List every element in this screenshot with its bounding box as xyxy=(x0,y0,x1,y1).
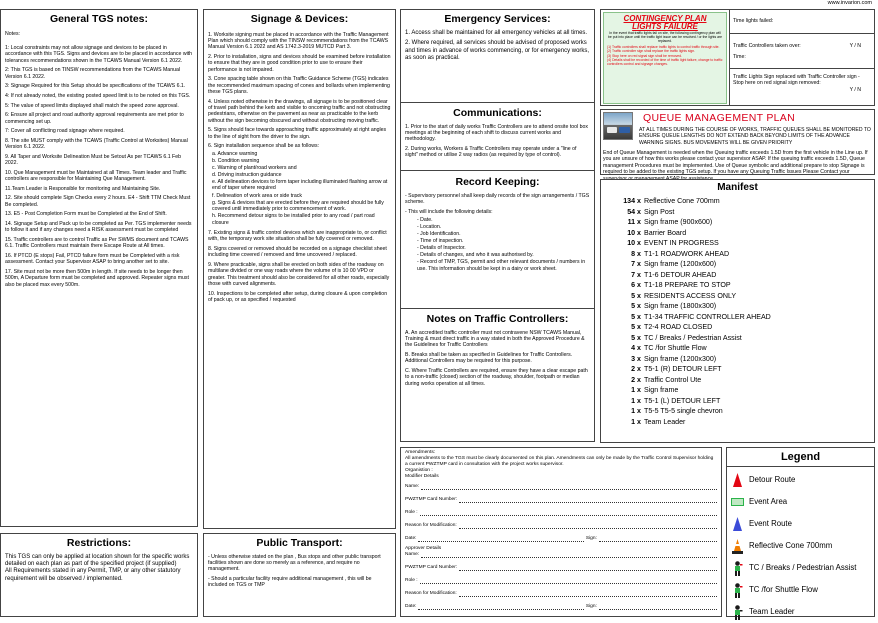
manifest-qty: 11 x xyxy=(627,218,641,226)
manifest-qty: 3 x xyxy=(631,354,641,363)
sequence-step: g. Signs & devices that are erected before they are required should be fully covered until immediately prior to commencement of work. xyxy=(212,199,384,213)
traffic-controller-icon xyxy=(731,561,744,576)
installation-sequence xyxy=(208,151,391,226)
general-note-item: 14. Signage Setup and Pack up to be completed as Per. TGS implementer needs to follow it and if any changes need a RISK assessment must be completed xyxy=(5,221,192,234)
general-note-item: 7: Cover all conflicting road signage where required. xyxy=(5,128,125,135)
record-detail: - Time of inspection. xyxy=(417,238,464,245)
manifest-row xyxy=(611,239,870,250)
general-note-item: 13. E5 - Post Completion Form must be Completed at the End of Shift. xyxy=(5,211,167,218)
general-note-item: 15. Traffic controllers are to control Traffic as Per SWMS document and TCAWS 6.1. Traffic Controllers must maintain there Escape Route at All times. xyxy=(5,237,189,250)
manifest-qty: 5 x xyxy=(631,312,641,321)
emergency-item: 2. Where required, all services should be advised of proposed works and times in advance of works commencing, or for emergency works, as soon as practical. xyxy=(405,40,590,61)
legend-row xyxy=(727,579,874,601)
restrictions-panel xyxy=(0,533,198,617)
manifest-item-name: TC /for Shuttle Flow xyxy=(644,344,707,352)
legend-row xyxy=(727,513,874,535)
restrictions-title: Restrictions: xyxy=(66,537,132,549)
manifest-item-name: T2-4 ROAD CLOSED xyxy=(644,323,713,331)
tc-taken-row xyxy=(729,34,874,69)
manifest-item-name: Sign frame (1800x300) xyxy=(644,302,717,310)
record-detail: - Location. xyxy=(417,223,442,230)
manifest-item-name: Team Leader xyxy=(644,417,686,426)
organisation-label: Organistion : xyxy=(405,467,433,473)
general-note-item: 11.Team Leader is Responsible for monitoring and Maintaining Site. xyxy=(5,185,161,192)
manifest-qty: 1 x xyxy=(631,396,641,405)
signage-item: 3. Cone spacing table shown on this Traffic Guidance Scheme (TGS) indicates the recommended maximum spacing of cones and bollards when implementing these TGS plans. xyxy=(208,76,390,95)
manifest-row xyxy=(611,260,870,271)
sign-replaced-row xyxy=(729,69,874,106)
manifest-qty: 2 x xyxy=(631,365,641,373)
record-detail: - Job Identification. xyxy=(417,230,461,237)
general-note-item: 8. The site MUST comply with the TCAWS (Traffic Control at Worksites) Manual Version 6.1 2022. xyxy=(5,137,188,151)
traffic-controller-icon xyxy=(731,583,744,598)
contingency-step-item: (2) Traffic controller sign shall replace the traffic lights sign. xyxy=(607,49,696,54)
emergency-item: 1. Access shall be maintained for all emergency vehicles at all times. xyxy=(405,29,588,36)
manifest-row xyxy=(611,344,870,355)
legend-row xyxy=(727,491,874,513)
manifest-row xyxy=(611,418,870,429)
legend-row xyxy=(727,535,874,557)
record-keeping-title: Record Keeping: xyxy=(455,176,540,188)
signage-item: 10. Inspections to be completed after setup, during closure & upon completion of pack up, or as specified / requested xyxy=(208,290,388,303)
communications-title: Communications: xyxy=(453,107,542,119)
general-note-item: 6: Ensure all project and road authority approval requirements are met prior to commencing set up. xyxy=(5,112,184,125)
modifier-reason-field[interactable]: Reason for Modification: xyxy=(405,519,717,529)
queue-title: QUEUE MANAGEMENT PLAN xyxy=(643,112,795,124)
record-detail: - Details of changes, and who it was authorised by. xyxy=(417,252,534,259)
manifest-row xyxy=(611,218,870,229)
manifest-item-name: Sign frame (900x600) xyxy=(644,218,713,226)
signage-item: 9. Where practicable, signs shall be erected on both sides of the roadway on multilane divided or one way roads where the volume of is 10 00 VPD or greater. This treatment should also be considered for all other roads, especially those with curved alignments. xyxy=(208,261,390,287)
time-failed-row xyxy=(729,10,874,34)
general-note-item: 16. If PTCD (E stops) Fail, PTCD failure form must be Completed with a risk assessment. Contact your Supervisor ASAP to bring another set to site. xyxy=(5,252,180,266)
approver-date-field[interactable]: Date: Sign: xyxy=(405,600,717,610)
manifest-qty: 1 x xyxy=(631,417,641,426)
signage-item: 7. Existing signs & traffic control devices which are inappropriate to, or conflict with, the temporary work site situation shall be fully covered or removed. xyxy=(208,229,387,243)
sequence-step: h. Recommend detour signs to be installed prior to any road / part road closure xyxy=(212,213,375,226)
modifier-role-field[interactable]: Role : xyxy=(405,506,717,516)
sequence-step: f. Delineation of work area or side track xyxy=(212,192,302,199)
manifest-item-name: T1-1 ROADWORK AHEAD xyxy=(644,249,730,258)
manifest-qty: 5 x xyxy=(631,302,641,310)
approver-role-field[interactable]: Role : xyxy=(405,574,717,584)
manifest-qty: 6 x xyxy=(631,281,641,289)
manifest-qty: 10 x xyxy=(627,228,641,237)
legend-row xyxy=(727,601,874,623)
signage-title: Signage & Devices: xyxy=(250,13,349,25)
legend-label: Detour Route xyxy=(749,475,796,485)
modifier-date-field[interactable]: Date: Sign: xyxy=(405,532,717,542)
yes-no-1[interactable]: Y / N xyxy=(849,43,861,49)
general-note-item: 12. Site should complete Sign Checks every 2 hours. E4 - Shift TTM Check Must Be completed. xyxy=(5,195,191,208)
queue-banner: AT ALL TIMES DURING THE COURSE OF WORKS, TRAFFIC QUEUES SHALL BE MONITORED TO ENSURE QUEUE LENGTHS DO NOT EXTEND BACK BEYOND LIMITS OF THE ADVANCE WARNING SIGNS. BUS MOVEMENTS WILL BE GIVEN PRIORITY xyxy=(639,126,871,147)
manifest-qty: 5 x xyxy=(631,333,641,342)
amendments-intro: All amendments to the TGS must be clearly documented on this plan. Amendments can only be made by the Traffic Control Supervisor holding a current PWZTMP card in consultation with the project works supervisor. xyxy=(405,455,714,467)
center-panel xyxy=(400,9,595,442)
public-transport-title: Public Transport: xyxy=(256,537,343,549)
record-item-1: - Supervisory personnel shall keep daily records of the sign arrangements / TGS scheme. xyxy=(405,192,590,205)
time-failed-label: Time lights failed: xyxy=(733,18,774,24)
legend-label: Team Leader xyxy=(749,607,795,617)
manifest-row xyxy=(611,281,870,292)
general-note-item: 9. All Taper and Worksite Delineation Must be Setout As per TCAWS 6.1 Feb 2022. xyxy=(5,153,181,167)
contingency-intro: In the event that traffic lights fail on site, the following contingency plan will be put into place until the traffic light issue can be resolved / or the lights are replaced. xyxy=(608,31,722,43)
manifest-row xyxy=(611,250,870,261)
signage-item: 4. Unless noted otherwise in the drawings, all signage is to be positioned clear of travel path behind the kerb and visible to oncoming traffic and not obstructing pedestrians, otherwise on the pavement as near as practicable to the kerb without the sign becoming obscured and without obstructing moving traffic. xyxy=(208,98,391,124)
record-detail: - Record of TMP, TGS, permit and other relevant documents / numbers in use. This information should be kept in a dairy or work sheet. xyxy=(417,259,586,272)
sequence-step: d. Driving instruction guidance xyxy=(212,172,282,178)
traffic-queue-icon xyxy=(603,112,633,140)
manifest-row xyxy=(611,397,870,408)
general-note-item: 2: This TGS is based on TINSW recommendations from the TCAWS Manual Version 6.1 2022. xyxy=(5,67,181,80)
manifest-item-name: T1-6 DETOUR AHEAD xyxy=(644,270,717,279)
restrictions-text: This TGS can only be applied at location shown for the specific works detailed on each plan as part of the specified project (if supplied) All Requirements stated in any Permit, TMP, or any other statutory requirement will be observed / implemented. xyxy=(5,553,190,582)
sequence-step: e. All delineation devices to form taper including illuminated flashing arrow at end of taper where required xyxy=(212,179,388,192)
communications-item: 1. Prior to the start of daily works Traffic Controllers are to attend onsite tool box meetings at the beginning of each shift to discuss current works and methodology. xyxy=(405,123,588,143)
manifest-list xyxy=(605,197,870,428)
general-notes-panel xyxy=(0,9,198,527)
manifest-qty: 4 x xyxy=(631,344,641,352)
manifest-row xyxy=(611,407,870,418)
team-leader-icon xyxy=(731,605,744,620)
manifest-item-name: EVENT IN PROGRESS xyxy=(644,239,719,247)
amendments-title: Amendments: xyxy=(405,450,436,455)
manifest-qty: 5 x xyxy=(631,291,641,300)
signage-devices-panel xyxy=(203,9,396,529)
public-transport-item: - Unless otherwise stated on the plan , Bus stops and other public transport facilities shown are done so merely as a reference, and require no management. xyxy=(208,553,381,573)
tc-taken-label: Traffic Controllers taken over: xyxy=(733,43,801,49)
sequence-step: c. Warning of plant/road workers and xyxy=(212,164,297,171)
manifest-row xyxy=(611,334,870,345)
signage-item: 1. Worksite signing must be placed in accordance with the Traffic Management Plan which should comply with the TINSW recommendations from the TCAWS Manual Version 6.1 2022 and AS 1742.3-2019 MUTCD Part 3. xyxy=(208,31,389,51)
manifest-item-name: Barrier Board xyxy=(644,228,687,237)
legend-panel xyxy=(726,447,875,617)
public-transport-list xyxy=(208,554,391,589)
communications-item: 2. During works, Workers & Traffic Controllers may operate under a "line of sight" method or utilise 2 way radios (as required by type of control). xyxy=(405,145,577,159)
manifest-title: Manifest xyxy=(717,182,758,193)
general-note-item: 17. Site must not be more then 500m in length. If site needs to be longer then 500m, A Departure form must be completed and approved. Repeater signs must also be placed max every 500m. xyxy=(5,268,189,288)
signage-item: 8. Signs covered or removed should be recorded on a signage checklist sheet including time covered / removed and time uncovered / replaced. xyxy=(208,245,387,259)
modifier-name-field[interactable]: Name: xyxy=(405,480,717,490)
manifest-row xyxy=(611,197,870,208)
legend-row xyxy=(727,557,874,579)
general-note-item: 1: Local constraints may not allow signage and devices to be placed in accordance with this TGS. Signs and devices are to be placed in accordance with tolerances recommendations shown in the TCAWS Manual Version 6.1 2022. xyxy=(5,44,193,64)
tc-note-item: B. Breaks shall be taken as specified in Guidelines for Traffic Controllers. Additional Controllers may be required for this purpose. xyxy=(405,351,573,365)
manifest-row xyxy=(611,355,870,366)
event-route-icon xyxy=(731,517,744,531)
manifest-row xyxy=(611,313,870,324)
manifest-row xyxy=(611,292,870,303)
manifest-item-name: Reflective Cone 700mm xyxy=(644,197,720,205)
record-detail: - Date. xyxy=(417,216,433,223)
signage-item: 2. Prior to installation, signs and devices should be examined before installation to ensure that they are in good condition prior to use to ensure their performance is not impaired. xyxy=(208,53,391,73)
manifest-item-name: Sign frame (1200x300) xyxy=(644,354,717,363)
tc-notes-list xyxy=(405,330,590,387)
manifest-item-name: Sign Post xyxy=(644,207,675,216)
manifest-row xyxy=(611,323,870,334)
sequence-step: b. Condition warning xyxy=(212,157,260,164)
general-notes-list xyxy=(5,45,193,288)
legend-label: Event Route xyxy=(749,519,792,529)
approver-details-label: Approver Details xyxy=(405,545,442,551)
manifest-row xyxy=(611,365,870,376)
manifest-qty: 2 x xyxy=(631,375,641,384)
signage-item: 5. Signs should face towards approaching traffic approximately at right angles to the line of sight from the driver to the sign. xyxy=(208,127,387,140)
manifest-item-name: Traffic Control Ute xyxy=(644,375,702,384)
general-note-item: 3: Signage Required for this Setup should be specifications of the TCAWS 6.1. xyxy=(5,83,186,90)
manifest-row xyxy=(611,271,870,282)
manifest-qty: 1 x xyxy=(631,407,641,415)
tc-note-item: A. An accredited traffic controller must not contravene NSW TCAWS Manual, Training & must direct traffic in a way stated in both the Approved Procedure & the Guidelines for Traffic Controllers xyxy=(405,329,585,349)
public-transport-panel xyxy=(203,533,396,617)
general-note-item: 10. Que Management must be Maintained at all Times. Team leader and Traffic controllers are responsible for Maintaining Que Management. xyxy=(5,169,187,183)
tc-note-item: C. Where Traffic Controllers are required, ensure they have a clear escape path to a non-traffic (closed) section of the roadway, shoulder, footpath or median during works operation at all times. xyxy=(405,367,588,387)
manifest-panel xyxy=(600,179,875,443)
manifest-item-name: T5-1 (L) DETOUR LEFT xyxy=(644,396,721,405)
legend-title: Legend xyxy=(727,448,874,467)
manifest-qty: 134 x xyxy=(623,197,641,205)
approver-name-field[interactable]: Name: xyxy=(405,552,717,558)
manifest-qty: 10 x xyxy=(627,239,641,247)
manifest-row xyxy=(611,208,870,219)
manifest-item-name: T1-18 PREPARE TO STOP xyxy=(644,281,731,289)
contingency-steps xyxy=(607,46,723,67)
emergency-title: Emergency Services: xyxy=(444,13,551,25)
signage-list xyxy=(208,32,391,140)
manifest-qty: 7 x xyxy=(631,260,641,268)
approver-card-field[interactable]: PWZTMP Card Number: xyxy=(405,561,717,571)
manifest-item-name: T1-34 TRAFFIC CONTROLLER AHEAD xyxy=(644,312,771,321)
public-transport-item: - Should a particular facility require additional management , this will be included on TGS or TMP xyxy=(208,575,372,589)
watermark: www.invarion.com xyxy=(827,0,872,6)
yes-no-2[interactable]: Y / N xyxy=(849,86,861,93)
detour-route-icon xyxy=(731,473,744,487)
sequence-step: a. Advance warning xyxy=(212,150,258,157)
signage-item-6: 6. Sign installation sequence shall be as follows: xyxy=(208,143,320,150)
general-notes-title: General TGS notes: xyxy=(49,13,149,25)
modifier-details-label: Modifier Details xyxy=(405,473,439,479)
cone-icon xyxy=(731,539,744,554)
legend-label: TC / Breaks / Pedestrian Assist xyxy=(749,563,857,573)
manifest-item-name: TC / Breaks / Pedestrian Assist xyxy=(644,333,742,342)
legend-label: Reflective Cone 700mm xyxy=(749,541,833,551)
tc-notes-title: Notes on Traffic Controllers: xyxy=(426,313,569,325)
communications-list xyxy=(405,124,590,159)
manifest-item-name: T5-5 T5-5 single chevron xyxy=(644,407,723,415)
record-details xyxy=(405,217,590,273)
manifest-qty: 5 x xyxy=(631,323,641,331)
manifest-item-name: Sign frame xyxy=(644,386,679,394)
contingency-title: CONTINGENCY PLAN xyxy=(623,14,707,23)
event-area-icon xyxy=(731,498,744,506)
legend-label: Event Area xyxy=(749,497,788,507)
sign-replaced-label: Traffic Lights Sign replaced with Traffic Controller sign - Stop here on red signal sign removed: xyxy=(733,74,860,87)
modifier-card-field[interactable]: PWZTMP Card Number: xyxy=(405,493,717,503)
manifest-row xyxy=(611,386,870,397)
contingency-step-item: (4) Details shall be recorded of the time of traffic light failure, change to traffic controllers control and signage changes. xyxy=(607,57,723,66)
manifest-item-name: RESIDENTS ACCESS ONLY xyxy=(644,291,737,300)
manifest-row xyxy=(611,229,870,240)
general-note-item: 4: If not already noted, the existing posted speed limit is to be noted on this TGS. xyxy=(5,92,191,99)
record-detail: - Details of Inspector. xyxy=(417,245,466,252)
legend-label: TC /for Shuttle Flow xyxy=(749,585,818,595)
amendments-panel xyxy=(400,447,722,617)
manifest-qty: 54 x xyxy=(627,207,641,216)
manifest-qty: 7 x xyxy=(631,270,641,279)
legend-list xyxy=(727,467,874,623)
manifest-row xyxy=(611,302,870,313)
manifest-item-name: T5-1 (R) DETOUR LEFT xyxy=(644,365,722,373)
signage-list-cont xyxy=(208,230,391,303)
contingency-step-item: (3) Stop here on red signal sign shall be removed. xyxy=(607,53,683,58)
manifest-row xyxy=(611,376,870,387)
queue-management-panel xyxy=(600,109,875,175)
manifest-qty: 1 x xyxy=(631,386,641,394)
legend-row xyxy=(727,469,874,491)
contingency-step-item: (1) Traffic controllers shall replace traffic lights to control traffic through site. xyxy=(607,44,720,49)
notes-label: Notes: xyxy=(5,30,20,37)
general-note-item: 5: The value of speed limits displayed shall match the speed zone approval. xyxy=(5,102,179,109)
contingency-subtitle: LIGHTS FAILURE xyxy=(632,22,698,31)
record-item-2: - This will include the following details: xyxy=(405,209,493,216)
manifest-qty: 8 x xyxy=(631,249,641,258)
time-label: Time: xyxy=(733,54,746,61)
manifest-item-name: Sign frame (1200x600) xyxy=(644,260,717,268)
queue-body: End of Queue Management is needed when the Queuing traffic exceeds 1.5D from the first vehicle in the Line up. If you are unsure of how this works please contact your supervisor ASAP. If the queuing traffic exceeds 1.5D, Queue management Procedures must be implemented. Use of Queue symbolic and additional prepare to stop Signage is required to be added to the existing TGS setup. If you have any Queuing Traffic Issues Please Contact your xyxy=(603,149,868,176)
emergency-list xyxy=(405,30,590,63)
approver-reason-field[interactable]: Reason for Modification: xyxy=(405,587,717,597)
contingency-panel xyxy=(600,9,875,106)
